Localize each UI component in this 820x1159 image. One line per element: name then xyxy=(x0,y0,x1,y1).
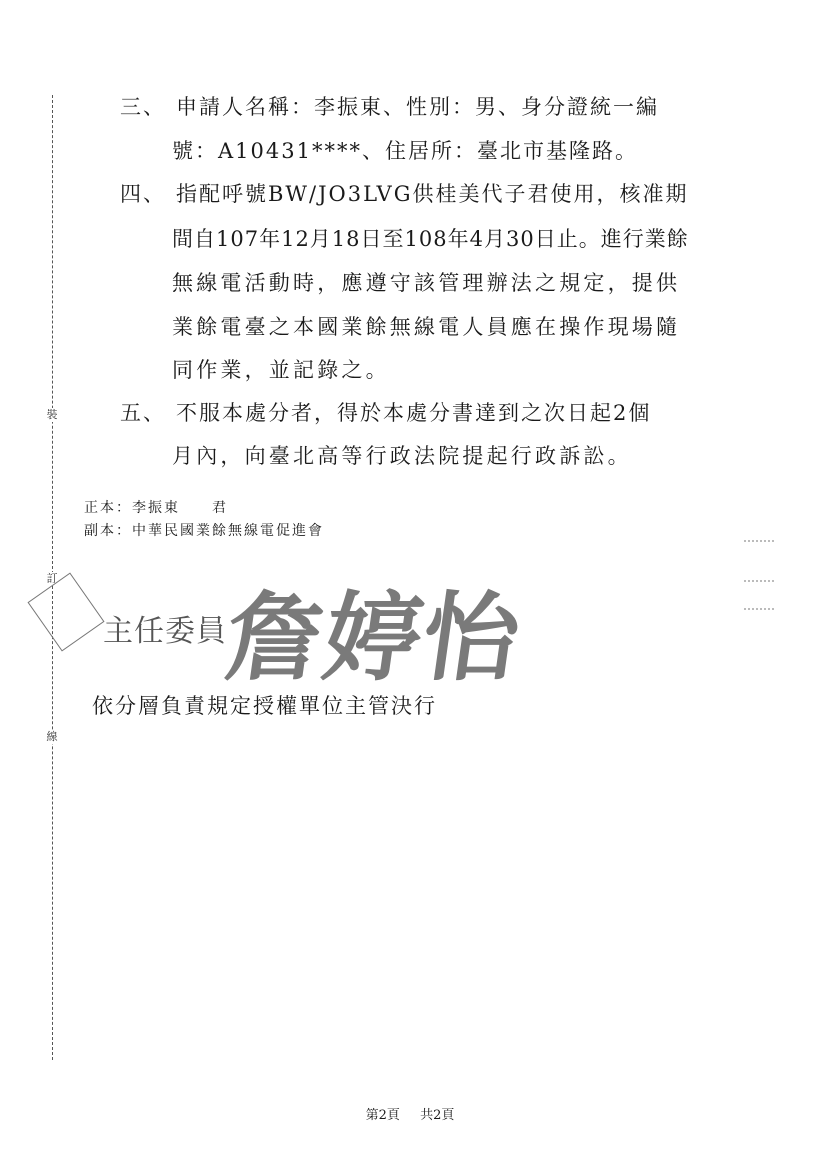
item-4-line-1 xyxy=(120,179,688,209)
item-4-line-2: 間自107年12月18日至108年4月30日止。進行業餘 xyxy=(172,227,689,251)
original-copy-recipient: 正本：李振東 君 xyxy=(84,500,228,516)
signer-title: 主任委員 xyxy=(103,614,227,649)
item-4-text-1: 指配呼號BW/JO3LVG供桂美代子君使用，核准期 xyxy=(176,182,689,206)
item-4-number: 四、 xyxy=(120,182,166,206)
item-3-number: 三、 xyxy=(120,95,166,119)
item-5-text-1: 不服本處分者，得於本處分書達到之次日起2個 xyxy=(176,401,652,425)
item-5-line-1 xyxy=(120,398,651,428)
scan-artifact xyxy=(744,540,774,548)
signature-name: 詹婷怡 xyxy=(219,581,529,694)
binding-mark-top: 裝 xyxy=(44,408,60,422)
page-number: 第2頁 xyxy=(365,1108,400,1123)
binding-mark-bottom: 線 xyxy=(44,730,60,744)
scan-artifact xyxy=(744,580,774,588)
item-4-line-4: 業餘電臺之本國業餘無線電人員應在操作現場隨 xyxy=(172,315,681,339)
item-3-line-1 xyxy=(120,92,659,122)
item-4-line-5: 同作業，並記錄之。 xyxy=(172,358,390,382)
page-footer xyxy=(0,1104,820,1123)
item-5-number: 五、 xyxy=(120,401,166,425)
page-total: 共2頁 xyxy=(420,1108,455,1123)
official-seal-stamp xyxy=(27,573,104,652)
duplicate-copy-recipient: 副本：中華民國業餘無線電促進會 xyxy=(84,523,324,539)
item-3-line-2: 號：A10431****、住居所：臺北市基隆路。 xyxy=(172,139,638,163)
scan-artifact xyxy=(744,608,774,616)
binding-mark-middle: 訂 xyxy=(44,572,60,586)
item-4-line-3: 無線電活動時，應遵守該管理辦法之規定，提供 xyxy=(172,271,681,295)
authorization-statement: 依分層負責規定授權單位主管決行 xyxy=(92,694,437,718)
item-5-line-2: 月內，向臺北高等行政法院提起行政訴訟。 xyxy=(172,444,632,468)
item-3-text-1: 申請人名稱：李振東、性別：男、身分證統一編 xyxy=(176,95,659,119)
